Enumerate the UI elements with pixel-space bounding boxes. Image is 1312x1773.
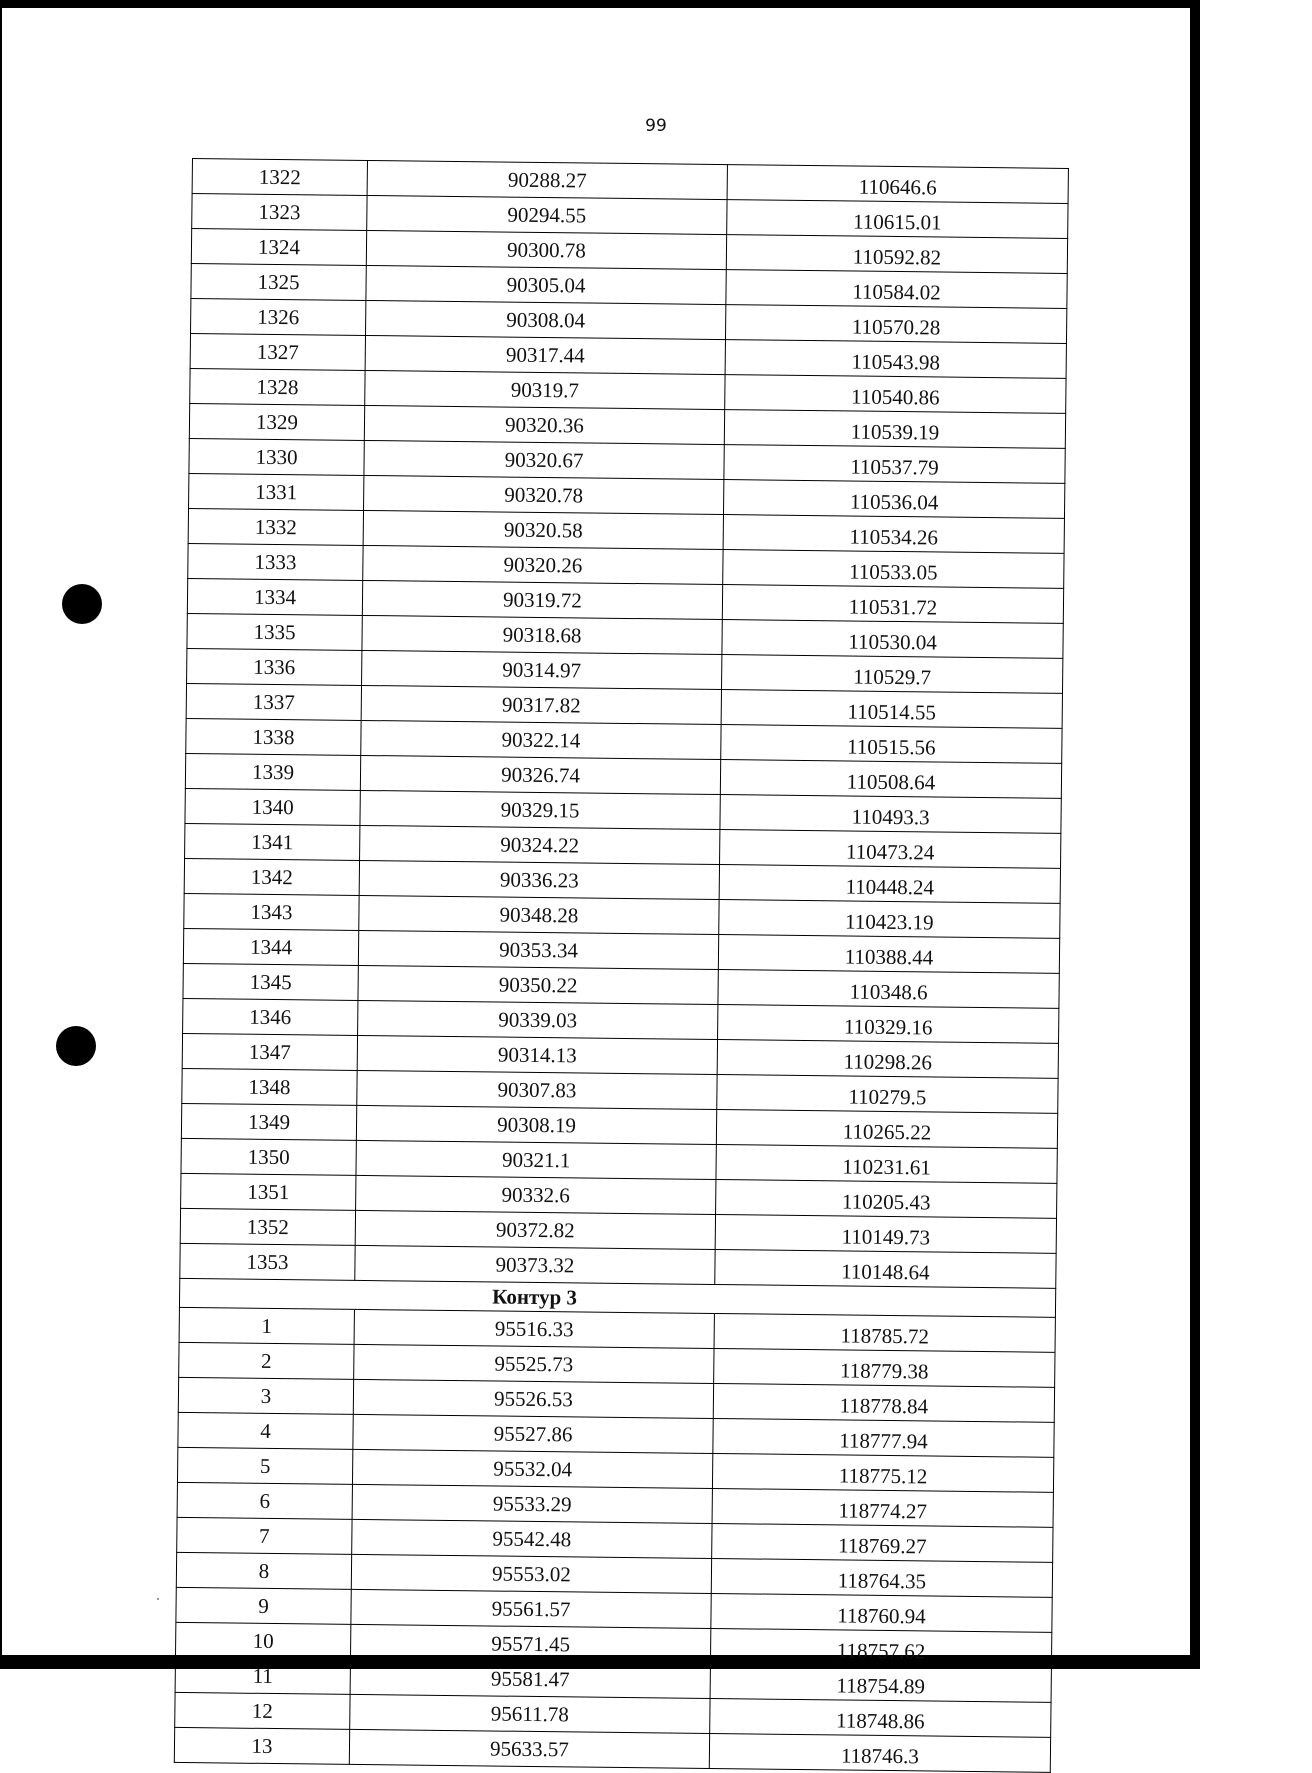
x-coordinate-cell: 90326.74 xyxy=(360,755,720,794)
x-coordinate-cell: 90320.67 xyxy=(364,440,724,479)
point-number-cell: 11 xyxy=(175,1657,350,1694)
x-coordinate-cell: 95633.57 xyxy=(349,1729,709,1768)
x-coordinate-cell: 95533.29 xyxy=(352,1484,712,1523)
x-coordinate-cell: 95571.45 xyxy=(350,1624,710,1663)
x-coordinate-cell: 90336.23 xyxy=(359,860,719,899)
y-coordinate-cell: 110205.43 xyxy=(716,1180,1057,1219)
x-coordinate-cell: 90317.44 xyxy=(365,335,725,374)
y-coordinate-cell: 118779.38 xyxy=(714,1348,1055,1387)
point-number-cell: 1323 xyxy=(192,194,367,231)
x-coordinate-cell: 95581.47 xyxy=(350,1659,710,1698)
point-number-cell: 1349 xyxy=(181,1103,356,1140)
x-coordinate-cell: 95527.86 xyxy=(353,1414,713,1453)
y-coordinate-cell: 110543.98 xyxy=(725,340,1066,379)
point-number-cell: 1327 xyxy=(190,333,365,370)
point-number-cell: 1341 xyxy=(185,823,360,860)
x-coordinate-cell: 90348.28 xyxy=(359,895,719,934)
y-coordinate-cell: 110231.61 xyxy=(716,1145,1057,1184)
point-number-cell: 1325 xyxy=(191,263,366,300)
y-coordinate-cell: 110149.73 xyxy=(715,1215,1056,1254)
y-coordinate-cell: 110533.05 xyxy=(723,550,1064,589)
x-coordinate-cell: 95532.04 xyxy=(352,1449,712,1488)
y-coordinate-cell: 110539.19 xyxy=(724,410,1065,449)
x-coordinate-cell: 90373.32 xyxy=(355,1245,715,1284)
y-coordinate-cell: 118748.86 xyxy=(710,1698,1051,1737)
coordinates-table-body xyxy=(174,159,1068,1773)
y-coordinate-cell: 110530.04 xyxy=(722,620,1063,659)
x-coordinate-cell: 95561.57 xyxy=(351,1589,711,1628)
point-number-cell: 1346 xyxy=(183,998,358,1035)
x-coordinate-cell: 90305.04 xyxy=(366,265,726,304)
point-number-cell: 1343 xyxy=(184,893,359,930)
point-number-cell: 1344 xyxy=(183,928,358,965)
x-coordinate-cell: 95526.53 xyxy=(353,1379,713,1418)
x-coordinate-cell: 90319.72 xyxy=(362,580,722,619)
y-coordinate-cell: 110515.56 xyxy=(721,725,1062,764)
point-number-cell: 5 xyxy=(177,1447,352,1484)
coordinates-table xyxy=(174,158,1069,1773)
y-coordinate-cell: 110531.72 xyxy=(722,585,1063,624)
x-coordinate-cell: 95611.78 xyxy=(350,1694,710,1733)
point-number-cell: 1351 xyxy=(181,1173,356,1210)
x-coordinate-cell: 90339.03 xyxy=(358,1000,718,1039)
point-number-cell: 3 xyxy=(178,1377,353,1414)
point-number-cell: 1347 xyxy=(182,1033,357,1070)
x-coordinate-cell: 90317.82 xyxy=(361,685,721,724)
x-coordinate-cell: 90350.22 xyxy=(358,965,718,1004)
y-coordinate-cell: 118775.12 xyxy=(712,1453,1053,1492)
x-coordinate-cell: 90288.27 xyxy=(367,160,727,199)
point-number-cell: 1350 xyxy=(181,1138,356,1175)
x-coordinate-cell: 90320.78 xyxy=(364,475,724,514)
y-coordinate-cell: 110508.64 xyxy=(720,760,1061,799)
punch-hole-lower xyxy=(56,1026,96,1066)
x-coordinate-cell: 90320.36 xyxy=(364,405,724,444)
x-coordinate-cell: 90320.26 xyxy=(363,545,723,584)
x-coordinate-cell: 95525.73 xyxy=(354,1344,714,1383)
point-number-cell: 1334 xyxy=(187,578,362,615)
point-number-cell: 1335 xyxy=(187,613,362,650)
point-number-cell: 1348 xyxy=(182,1068,357,1105)
x-coordinate-cell: 90319.7 xyxy=(365,370,725,409)
point-number-cell: 1352 xyxy=(180,1208,355,1245)
x-coordinate-cell: 90307.83 xyxy=(357,1070,717,1109)
scan-speck xyxy=(157,1598,159,1600)
y-coordinate-cell: 110448.24 xyxy=(719,865,1060,904)
x-coordinate-cell: 90294.55 xyxy=(367,195,727,234)
point-number-cell: 1333 xyxy=(188,543,363,580)
point-number-cell: 1340 xyxy=(185,788,360,825)
point-number-cell: 1331 xyxy=(189,473,364,510)
x-coordinate-cell: 90321.1 xyxy=(356,1140,716,1179)
x-coordinate-cell: 90320.58 xyxy=(363,510,723,549)
x-coordinate-cell: 90372.82 xyxy=(355,1210,715,1249)
point-number-cell: 2 xyxy=(179,1342,354,1379)
y-coordinate-cell: 110540.86 xyxy=(725,375,1066,414)
y-coordinate-cell: 118777.94 xyxy=(713,1418,1054,1457)
scan-border-left xyxy=(0,0,2,1669)
y-coordinate-cell: 110298.26 xyxy=(717,1040,1058,1079)
point-number-cell: 1324 xyxy=(191,229,366,266)
x-coordinate-cell: 95553.02 xyxy=(351,1554,711,1593)
y-coordinate-cell: 118778.84 xyxy=(713,1383,1054,1422)
point-number-cell: 1326 xyxy=(191,298,366,335)
point-number-cell: 8 xyxy=(176,1552,351,1589)
y-coordinate-cell: 118774.27 xyxy=(712,1488,1053,1527)
y-coordinate-cell: 110615.01 xyxy=(727,200,1068,239)
x-coordinate-cell: 90300.78 xyxy=(366,230,726,269)
point-number-cell: 4 xyxy=(178,1412,353,1449)
point-number-cell: 1338 xyxy=(186,718,361,755)
x-coordinate-cell: 90308.19 xyxy=(356,1105,716,1144)
x-coordinate-cell: 90314.97 xyxy=(362,650,722,689)
point-number-cell: 6 xyxy=(177,1482,352,1519)
x-coordinate-cell: 90322.14 xyxy=(361,720,721,759)
point-number-cell: 1330 xyxy=(189,438,364,475)
point-number-cell: 1328 xyxy=(190,368,365,405)
point-number-cell: 1 xyxy=(179,1307,354,1344)
point-number-cell: 9 xyxy=(176,1587,351,1624)
point-number-cell: 1336 xyxy=(187,648,362,685)
y-coordinate-cell: 118785.72 xyxy=(714,1314,1055,1353)
y-coordinate-cell: 110148.64 xyxy=(715,1250,1056,1289)
punch-hole-upper xyxy=(62,584,102,624)
y-coordinate-cell: 110584.02 xyxy=(726,270,1067,309)
point-number-cell: 12 xyxy=(175,1692,350,1729)
y-coordinate-cell: 110570.28 xyxy=(725,305,1066,344)
x-coordinate-cell: 95542.48 xyxy=(352,1519,712,1558)
x-coordinate-cell: 90318.68 xyxy=(362,615,722,654)
y-coordinate-cell: 110514.55 xyxy=(721,690,1062,729)
x-coordinate-cell: 90324.22 xyxy=(360,825,720,864)
y-coordinate-cell: 110493.3 xyxy=(720,795,1061,834)
scan-border-top xyxy=(0,0,1200,8)
y-coordinate-cell: 118764.35 xyxy=(711,1558,1052,1597)
point-number-cell: 7 xyxy=(177,1517,352,1554)
y-coordinate-cell: 110279.5 xyxy=(717,1075,1058,1114)
y-coordinate-cell: 110646.6 xyxy=(727,165,1068,204)
x-coordinate-cell: 90353.34 xyxy=(358,930,718,969)
y-coordinate-cell: 118760.94 xyxy=(711,1593,1052,1632)
point-number-cell: 1332 xyxy=(188,508,363,545)
x-coordinate-cell: 95516.33 xyxy=(354,1309,714,1348)
y-coordinate-cell: 110592.82 xyxy=(726,235,1067,274)
section-header-spacer xyxy=(179,1278,354,1309)
y-coordinate-cell: 110529.7 xyxy=(722,655,1063,694)
point-number-cell: 1345 xyxy=(183,963,358,1000)
point-number-cell: 1337 xyxy=(186,683,361,720)
x-coordinate-cell: 90329.15 xyxy=(360,790,720,829)
y-coordinate-cell: 110423.19 xyxy=(719,900,1060,939)
section-title: Контур 3 xyxy=(354,1280,714,1313)
y-coordinate-cell: 118746.3 xyxy=(709,1733,1050,1772)
y-coordinate-cell: 110537.79 xyxy=(724,445,1065,484)
x-coordinate-cell: 90308.04 xyxy=(365,300,725,339)
y-coordinate-cell: 110348.6 xyxy=(718,970,1059,1009)
x-coordinate-cell: 90332.6 xyxy=(356,1175,716,1214)
y-coordinate-cell: 110388.44 xyxy=(718,935,1059,974)
y-coordinate-cell: 110473.24 xyxy=(720,830,1061,869)
point-number-cell: 1339 xyxy=(185,753,360,790)
y-coordinate-cell: 118754.89 xyxy=(710,1663,1051,1702)
x-coordinate-cell: 90314.13 xyxy=(357,1035,717,1074)
point-number-cell: 1353 xyxy=(180,1243,355,1280)
y-coordinate-cell: 118769.27 xyxy=(712,1523,1053,1562)
y-coordinate-cell: 110534.26 xyxy=(723,515,1064,554)
page-number: 99 xyxy=(645,116,667,136)
y-coordinate-cell: 118757.62 xyxy=(710,1628,1051,1667)
y-coordinate-cell: 110265.22 xyxy=(716,1110,1057,1149)
point-number-cell: 1329 xyxy=(189,403,364,440)
y-coordinate-cell: 110536.04 xyxy=(723,480,1064,519)
section-header-spacer xyxy=(714,1285,1055,1318)
point-number-cell: 1322 xyxy=(192,159,367,196)
y-coordinate-cell: 110329.16 xyxy=(718,1005,1059,1044)
point-number-cell: 10 xyxy=(175,1622,350,1659)
point-number-cell: 1342 xyxy=(184,858,359,895)
scan-border-right xyxy=(1190,0,1200,1669)
point-number-cell: 13 xyxy=(174,1727,349,1764)
